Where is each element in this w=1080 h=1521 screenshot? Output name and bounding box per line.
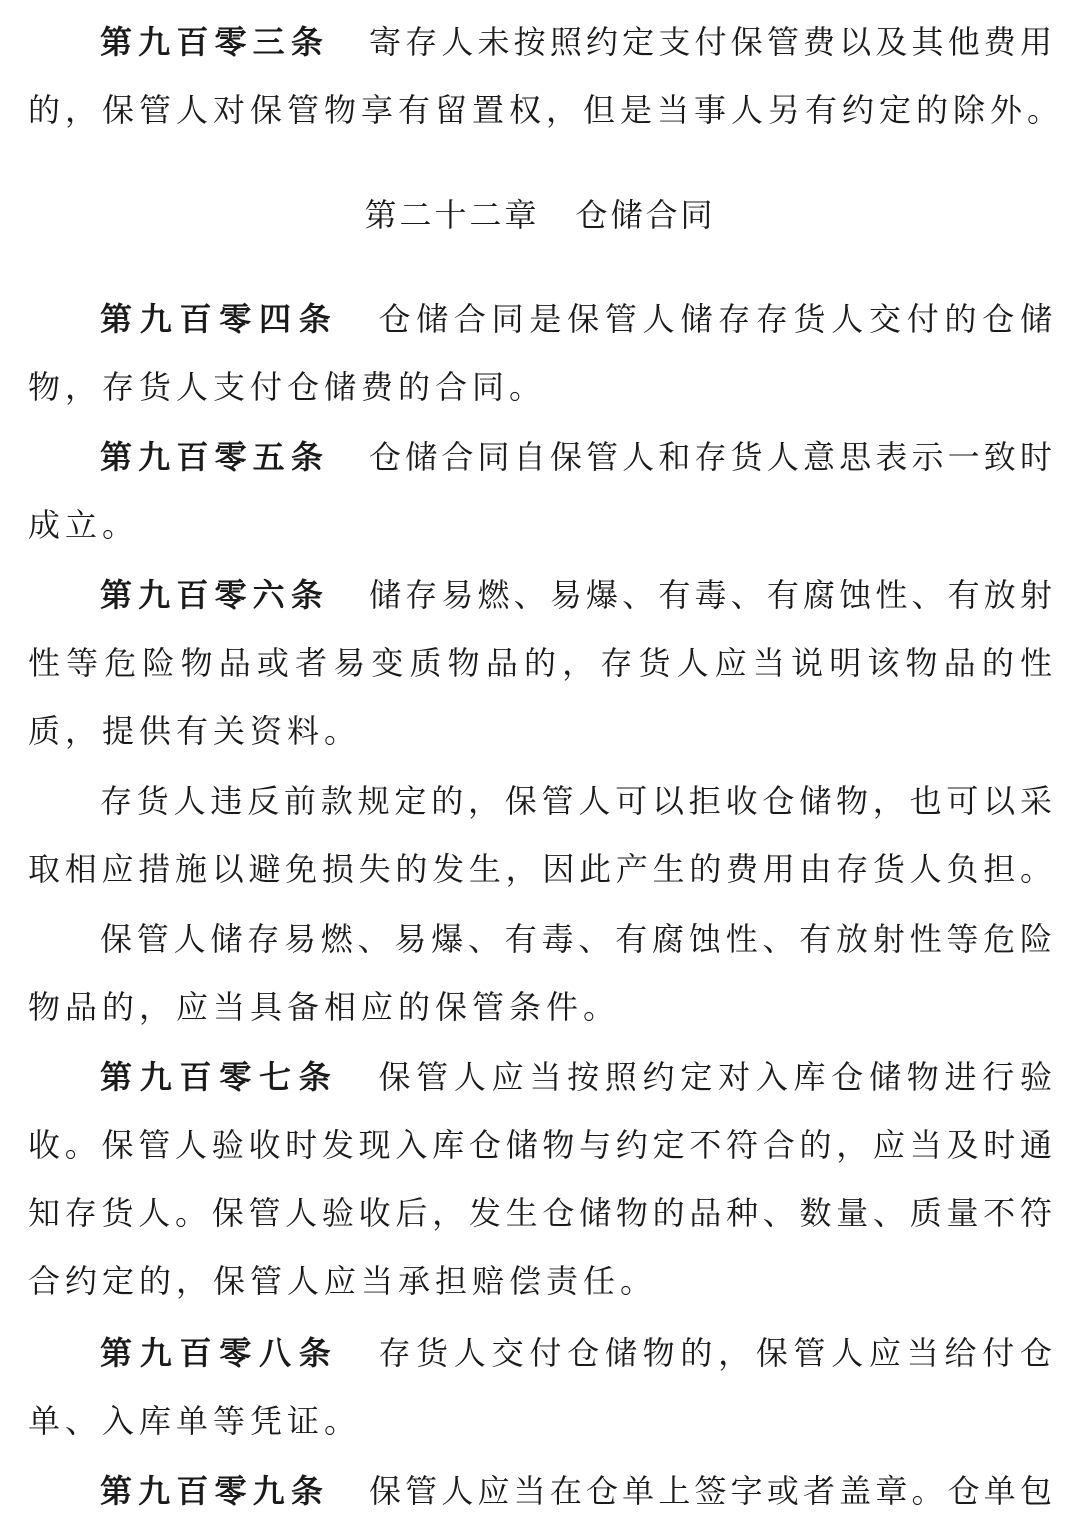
article-909-number: 第九百零九条 (100, 1472, 329, 1510)
article-906-para2-line-2: 取相应措施以避免损失的发生，因此产生的费用由存货人负担。 (28, 850, 1052, 888)
article-903-number: 第九百零三条 (100, 23, 329, 61)
article-905-number: 第九百零五条 (100, 438, 329, 476)
article-907-line-2: 收。保管人验收时发现入库仓储物与约定不符合的，应当及时通 (28, 1126, 1052, 1164)
article-906-line-1 (100, 565, 1052, 625)
article-906-para2-line-1: 存货人违反前款规定的，保管人可以拒收仓储物，也可以采 (100, 782, 1052, 820)
article-907-number: 第九百零七条 (100, 1058, 339, 1096)
article-904-number: 第九百零四条 (100, 300, 339, 338)
article-907-line-1 (100, 1047, 1052, 1107)
article-906-line-2: 性等危险物品或者易变质物品的，存货人应当说明该物品的性 (28, 644, 1052, 682)
article-909-line-1 (100, 1461, 1052, 1521)
article-904-line-1 (100, 289, 1052, 349)
article-907-line-4: 合约定的，保管人应当承担赔偿责任。 (28, 1262, 658, 1300)
article-908-number: 第九百零八条 (100, 1334, 339, 1372)
article-906-line-3: 质，提供有关资料。 (28, 712, 362, 750)
article-905-line-1 (100, 427, 1052, 487)
article-903-line-1 (100, 12, 1052, 72)
article-904-text-1: 仓储合同是保管人储存存货人交付的仓储 (378, 300, 1052, 338)
article-905-line-2: 成立。 (28, 506, 140, 544)
article-905-text-1: 仓储合同自保管人和存货人意思表示一致时 (369, 438, 1052, 476)
article-903-text-1: 寄存人未按照约定支付保管费以及其他费用 (369, 23, 1052, 61)
article-906-text-1: 储存易燃、易爆、有毒、有腐蚀性、有放射 (369, 576, 1052, 614)
article-906-para3-line-2: 物品的，应当具备相应的保管条件。 (28, 988, 621, 1026)
chapter-heading (0, 185, 1080, 245)
article-903-line-2: 的，保管人对保管物享有留置权，但是当事人另有约定的除外。 (28, 91, 1065, 129)
article-909-text-1: 保管人应当在仓单上签字或者盖章。仓单包 (369, 1472, 1052, 1510)
article-906-para3-line-1: 保管人储存易燃、易爆、有毒、有腐蚀性、有放射性等危险 (100, 920, 1052, 958)
chapter-title: 仓储合同 (575, 196, 716, 234)
article-906-number: 第九百零六条 (100, 576, 329, 614)
article-908-text-1: 存货人交付仓储物的，保管人应当给付仓 (378, 1334, 1052, 1372)
article-907-line-3: 知存货人。保管人验收后，发生仓储物的品种、数量、质量不符 (28, 1194, 1052, 1232)
article-907-text-1: 保管人应当按照约定对入库仓储物进行验 (378, 1058, 1052, 1096)
chapter-number: 第二十二章 (364, 196, 540, 234)
article-908-line-1 (100, 1323, 1052, 1383)
article-904-line-2: 物，存货人支付仓储费的合同。 (28, 368, 547, 406)
article-908-line-2: 单、入库单等凭证。 (28, 1402, 362, 1440)
